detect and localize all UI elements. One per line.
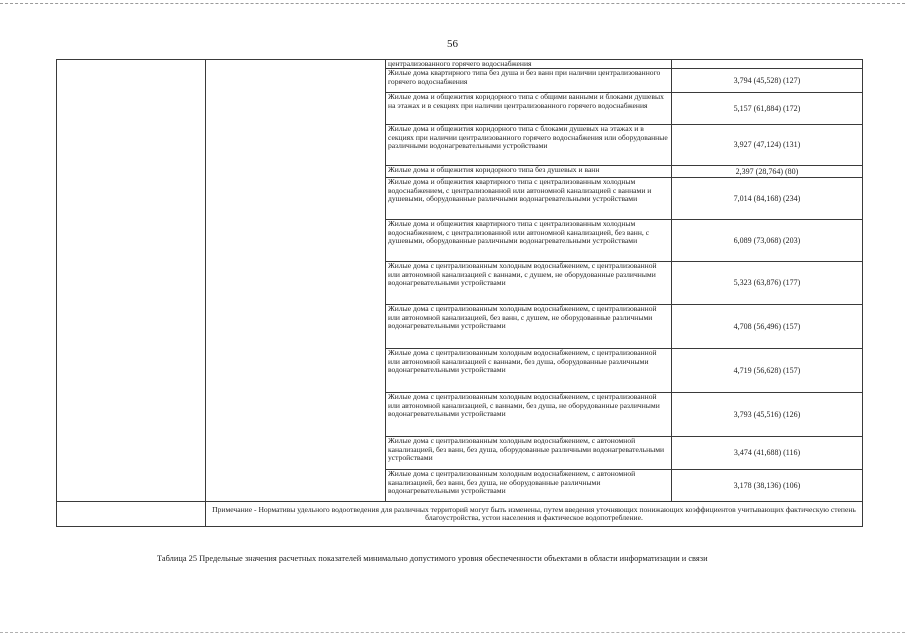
row-description: Жилые дома и общежития коридорного типа с общими ванными и блоками душевых на этажах и в секциях при наличии централизованного горячего водоснабжения	[386, 93, 672, 125]
row-description: Жилые дома и общежития коридорного типа без душевых и ванн	[386, 166, 672, 178]
row-value: 3,178 (38,136) (106)	[672, 470, 863, 502]
row-value: 6,089 (73,068) (203)	[672, 220, 863, 262]
row-value	[672, 60, 863, 69]
row-value: 3,794 (45,528) (127)	[672, 69, 863, 93]
row-description: Жилые дома квартирного типа без душа и без ванн при наличии централизованного горячего водоснабжения	[386, 69, 672, 93]
row-value: 3,474 (41,688) (116)	[672, 437, 863, 470]
row-value: 4,719 (56,628) (157)	[672, 349, 863, 393]
row-value: 5,157 (61,884) (172)	[672, 93, 863, 125]
table-caption: Таблица 25 Предельные значения расчетных показателей минимально допустимого уровня обеспеченности объектами в области информатизации и связи	[157, 554, 708, 563]
row-description: Жилые дома и общежития квартирного типа с централизованным холодным водоснабжением, с централизованной или автономной канализацией, без ванн, с душевыми, оборудованные различными водонагревательными устройствами	[386, 220, 672, 262]
page-number: 56	[447, 38, 458, 50]
water-norms-table	[56, 59, 863, 527]
row-description: централизованного горячего водоснабжения	[386, 60, 672, 69]
row-description: Жилые дома с централизованным холодным водоснабжением, с централизованной или автономной канализацией с ваннами, с душем, не оборудованные различными водонагревательными устройствами	[386, 262, 672, 305]
row-value: 3,927 (47,124) (131)	[672, 125, 863, 166]
row-value: 7,014 (84,168) (234)	[672, 178, 863, 220]
page-bottom-edge	[0, 632, 905, 633]
page-top-edge	[0, 3, 905, 4]
row-description: Жилые дома с централизованным холодным водоснабжением, с автономной канализацией, без ванн, без душа, оборудованные различными водонагревательными устройствами	[386, 437, 672, 470]
row-value: 4,708 (56,496) (157)	[672, 305, 863, 349]
table-note-row	[57, 502, 863, 527]
empty-cell-1	[57, 60, 206, 502]
row-value: 2,397 (28,764) (80)	[672, 166, 863, 178]
empty-cell-2	[206, 60, 386, 502]
row-description: Жилые дома с централизованным холодным водоснабжением, с централизованной или автономной канализацией, без ванн, с душем, не оборудованные различными водонагревательными устройствами	[386, 305, 672, 349]
empty-cell-note	[57, 502, 206, 527]
row-value: 3,793 (45,516) (126)	[672, 393, 863, 437]
row-description: Жилые дома и общежития коридорного типа с блоками душевых на этажах и в секциях при наличии централизованного горячего водоснабжения или оборудованные различными водонагревательными устройствами	[386, 125, 672, 166]
row-description: Жилые дома с централизованным холодным водоснабжением, с автономной канализацией, без ванн, без душа, не оборудованные различными водонагревательными устройствами	[386, 470, 672, 502]
row-value: 5,323 (63,876) (177)	[672, 262, 863, 305]
table-note: Примечание - Нормативы удельного водоотведения для различных территорий могут быть изменены, путем введения уточняющих понижающих коэффициентов учитывающих фактическую степень благоустройства, устои населения и фактическое водопотребление.	[206, 502, 863, 527]
row-description: Жилые дома с централизованным холодным водоснабжением, с централизованной или автономной канализацией, с ваннами, без душа, не оборудованные различными водонагревательными устройствами	[386, 393, 672, 437]
row-description: Жилые дома с централизованным холодным водоснабжением, с централизованной или автономной канализацией с ваннами, без душа, оборудованные различными водонагревательными устройствами	[386, 349, 672, 393]
row-description: Жилые дома и общежития квартирного типа с централизованным холодным водоснабжением, с централизованной или автономной канализацией с ваннами и душевыми, оборудованные различными водонагревательными устройствами	[386, 178, 672, 220]
table-row	[57, 60, 863, 69]
